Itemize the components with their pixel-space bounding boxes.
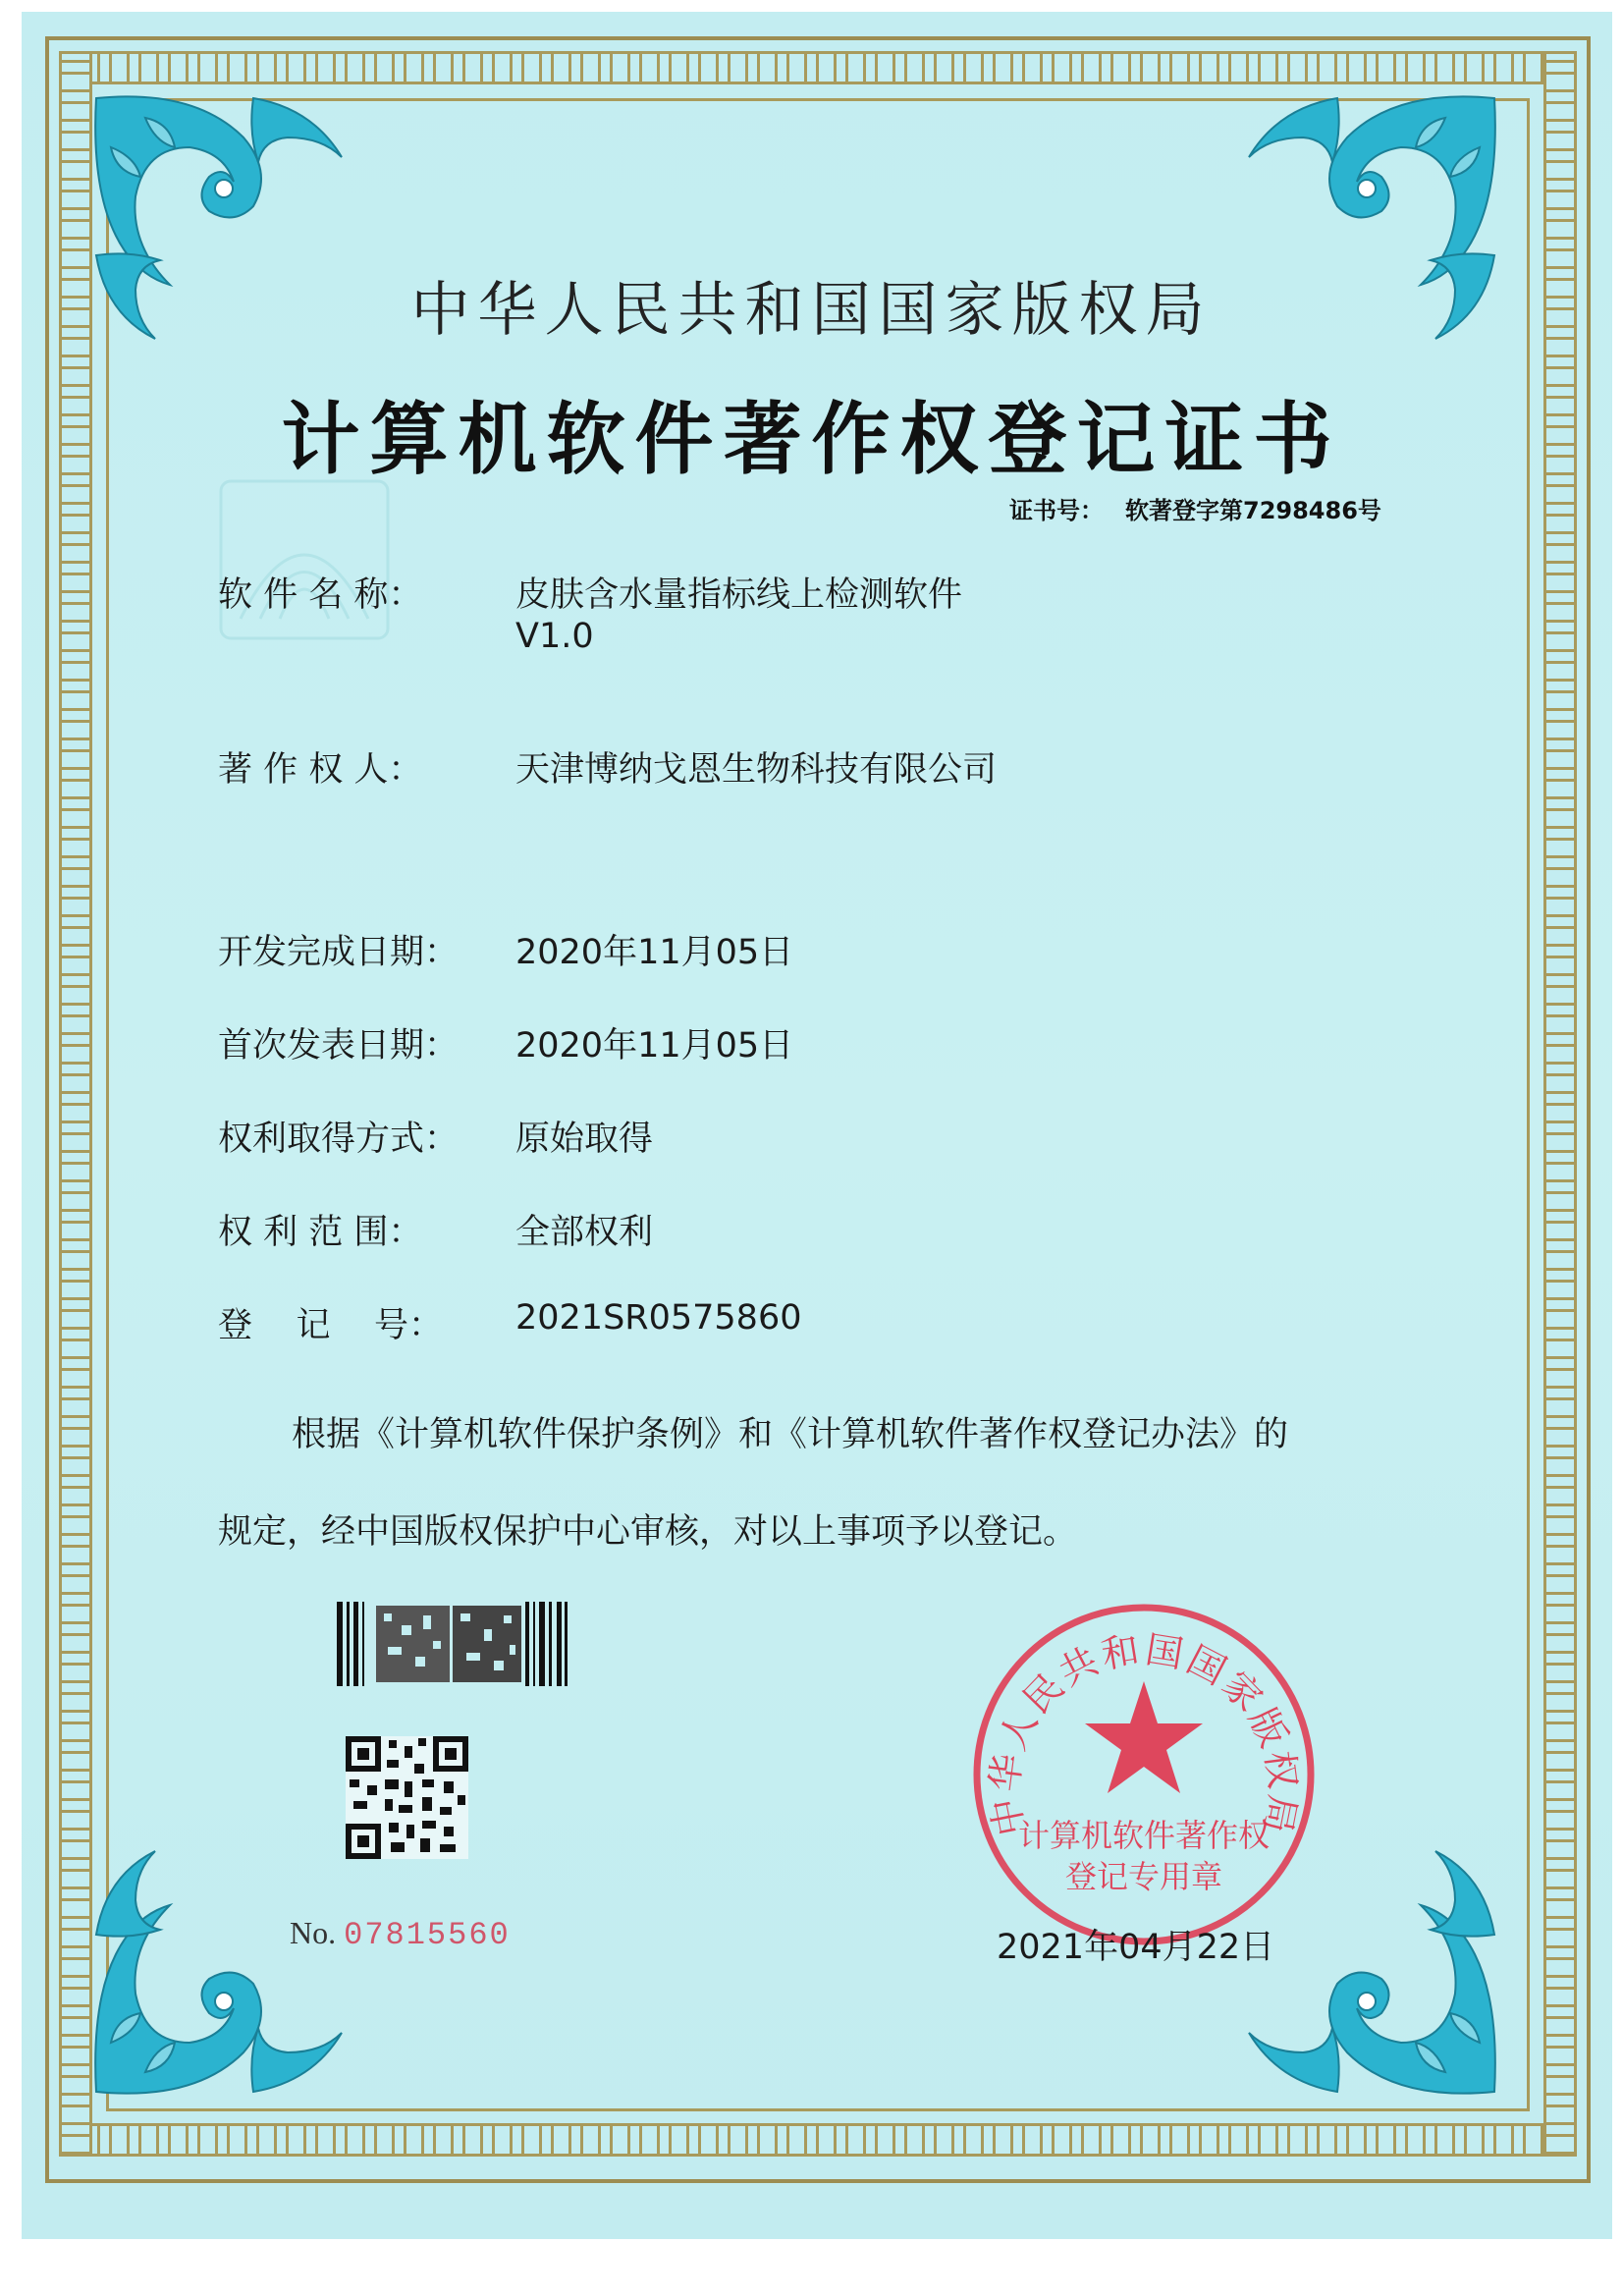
barcode-icon: [337, 1602, 568, 1686]
certificate-number: [1009, 491, 1381, 525]
publish-date-label: 首次发表日期：: [218, 1026, 460, 1066]
dev-date-value: 2020年11月05日: [515, 933, 794, 972]
publish-date-value: 2020年11月05日: [515, 1026, 794, 1066]
fret-border-right: [1543, 51, 1577, 2157]
rights-scope-label: 权 利 范 围：: [218, 1213, 423, 1252]
owner-value: 天津博纳戈恩生物科技有限公司: [515, 750, 998, 790]
document-title: 计算机软件著作权登记证书: [281, 394, 1342, 485]
registration-number-label: 登 记 号：: [218, 1306, 444, 1345]
acquire-method-label: 权利取得方式：: [218, 1120, 460, 1159]
acquire-method-value: 原始取得: [515, 1120, 654, 1159]
seal-inner-line-2: 登记专用章: [1064, 1858, 1223, 1895]
watermark-emblem-icon: [211, 471, 398, 648]
software-name-label: 软 件 名 称：: [218, 575, 423, 615]
software-name-value: 皮肤含水量指标线上检测软件: [515, 575, 963, 615]
qr-code-icon: [346, 1736, 468, 1859]
software-version-value: V1.0: [515, 617, 594, 656]
rights-scope-value: 全部权利: [515, 1213, 654, 1252]
official-seal-icon: [962, 1593, 1325, 1956]
registration-number-value: 2021SR0575860: [515, 1298, 802, 1338]
owner-label: 著 作 权 人：: [218, 750, 423, 790]
serial-prefix: No.: [290, 1915, 337, 1950]
statement-line-1: 根据《计算机软件保护条例》和《计算机软件著作权登记办法》的: [292, 1415, 1289, 1454]
serial-number: [290, 1915, 511, 1953]
certificate-number-value: 软著登字第7298486号: [1125, 497, 1381, 524]
fret-border-left: [59, 51, 92, 2157]
seal-outer-text: 中华人民共和国国家版权局: [982, 1627, 1306, 1839]
certificate-number-label: 证书号：: [1009, 497, 1104, 524]
serial-number-value: 07815560: [344, 1917, 511, 1953]
authority-title: 中华人民共和国国家版权局: [410, 276, 1213, 345]
issue-date: 2021年04月22日: [997, 1928, 1275, 1967]
fret-border-bottom: [59, 2123, 1577, 2157]
seal-inner-line-1: 计算机软件著作权: [1017, 1817, 1271, 1854]
statement-line-2: 规定，经中国版权保护中心审核，对以上事项予以登记。: [218, 1512, 1078, 1552]
corner-ornament-icon: [77, 1846, 361, 2111]
dev-date-label: 开发完成日期：: [218, 933, 460, 972]
